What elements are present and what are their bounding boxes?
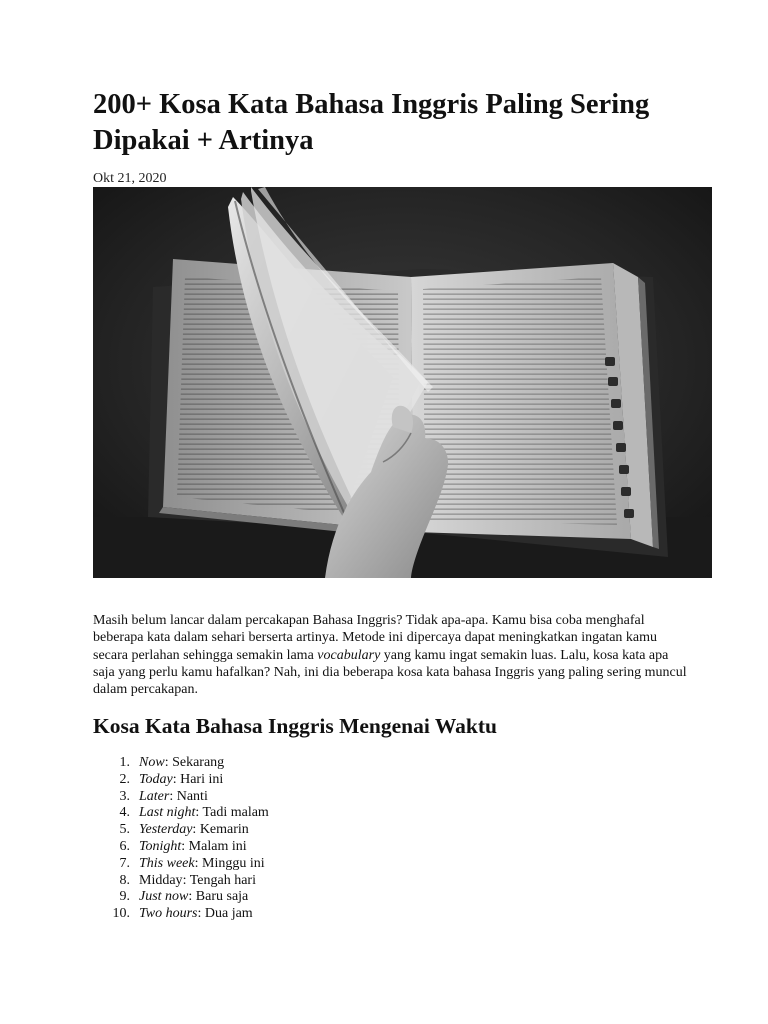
list-number: 3. [119, 788, 130, 804]
vocab-separator: : [182, 872, 190, 888]
vocab-term: This week [139, 855, 195, 871]
vocab-term: Tonight [139, 838, 182, 854]
vocab-meaning: Hari ini [180, 771, 224, 787]
intro-emphasis: vocabulary [317, 647, 381, 663]
vocab-meaning: Dua jam [204, 906, 253, 922]
vocab-meaning: Tadi malam [202, 805, 269, 821]
list-item [93, 822, 269, 839]
intro-text-2: yang kamu ingat semakin luas. Lalu, kosa kata apa saja yang perlu kamu hafalkan? Nah, ini dia beberapa kosa kata bahasa Inggris yang paling sering muncul dalam percakapan. [93, 647, 687, 698]
list-number: 8. [119, 872, 130, 888]
list-number: 1. [119, 755, 130, 770]
article-title: 200+ Kosa Kata Bahasa Inggris Paling Sering Dipakai + Artinya [93, 89, 650, 156]
vocab-separator: : [194, 855, 202, 871]
list-item [93, 805, 269, 822]
vocab-term: Last night [139, 805, 196, 821]
list-number: 2. [119, 771, 130, 787]
vocab-term: Today [139, 771, 173, 787]
vocab-meaning: Nanti [176, 788, 208, 804]
vocab-separator: : [188, 889, 196, 905]
vocab-meaning: Kemarin [199, 822, 249, 838]
vocab-separator: : [195, 805, 203, 821]
vocab-separator: : [169, 788, 177, 804]
list-number: 7. [119, 855, 130, 871]
publish-date: Okt 21, 2020 [93, 171, 167, 186]
list-item [93, 873, 269, 890]
list-number: 9. [119, 889, 130, 905]
list-item [93, 789, 269, 806]
intro-text-1: Masih belum lancar dalam percakapan Bahasa Inggris? Tidak apa-apa. Kamu bisa coba menghafal beberapa kata dalam sehari berserta artinya. Metode ini dipercaya dapat meningkatkan ingatan kamu secara perlahan sehingga semakin lama [93, 613, 658, 663]
vocab-term: Later [139, 788, 170, 804]
vocab-meaning: Baru saja [195, 889, 249, 905]
section-heading: Kosa Kata Bahasa Inggris Mengenai Waktu [93, 714, 497, 738]
list-item [93, 856, 269, 873]
list-number: 4. [119, 805, 130, 821]
vocab-separator: : [192, 822, 200, 838]
vocab-meaning: Minggu ini [202, 855, 265, 871]
list-item [93, 889, 269, 906]
vocab-meaning: Tengah hari [189, 872, 256, 888]
list-item [93, 755, 269, 772]
vocab-term: Just now [139, 889, 189, 905]
vocab-term: Midday [139, 872, 183, 888]
vocab-separator: : [197, 906, 205, 922]
vocab-meaning: Sekarang [172, 755, 225, 770]
intro-paragraph [93, 612, 693, 698]
list-number: 5. [119, 822, 130, 838]
list-number: 10. [112, 906, 130, 922]
vocab-separator: : [164, 755, 173, 770]
list-item [93, 906, 269, 923]
vocab-separator: : [172, 771, 181, 787]
vocab-term: Two hours [139, 906, 198, 922]
vocab-term: Yesterday [139, 822, 193, 838]
vocab-separator: : [181, 838, 189, 854]
hero-image [93, 187, 712, 578]
vocab-term: Now [139, 755, 165, 770]
list-number: 6. [119, 838, 130, 854]
list-item [93, 839, 269, 856]
vocab-meaning: Malam ini [188, 838, 247, 854]
list-item [93, 772, 269, 789]
vocab-list [93, 755, 269, 923]
